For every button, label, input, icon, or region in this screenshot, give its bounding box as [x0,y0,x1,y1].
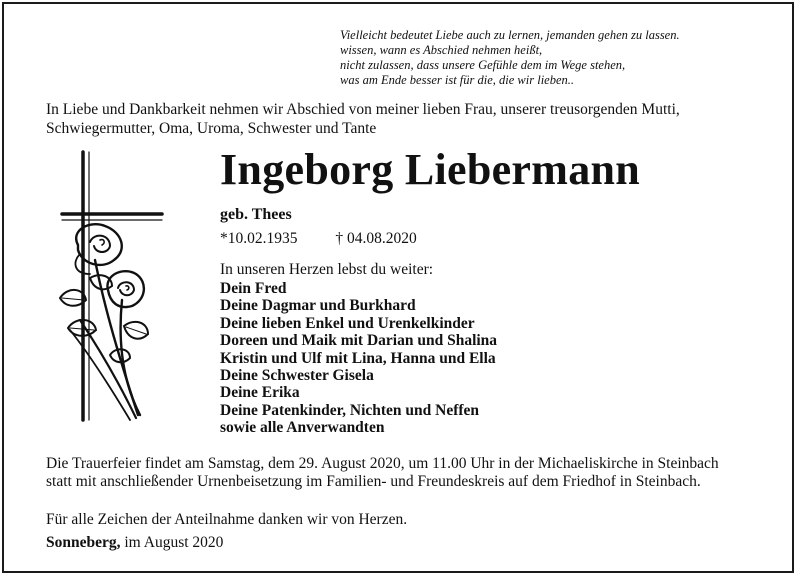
mourners-list [220,280,497,437]
poem-line: Vielleicht bedeutet Liebe auch zu lernen, jemanden gehen zu lassen. [340,28,680,42]
funeral-info: Die Trauerfeier findet am Samstag, dem 29. August 2020, um 11.00 Uhr in der Michaeliskirche in Steinbach statt mit anschließender Urnenbeisetzung im Familien- und Freundeskreis auf dem Friedhof in Steinbach. [46,455,719,490]
mourner-line: Deine Erika [220,384,300,402]
place-city: Sonneberg, [46,534,121,551]
cross-with-roses-icon [50,150,180,435]
intro-text: In Liebe und Dankbarkeit nehmen wir Abschied von meiner lieben Frau, unserer treusorgenden Mutti, Schwiegermutter, Oma, Uroma, Schwester und Tante [46,101,680,137]
poem-line: nicht zulassen, dass unsere Gefühle dem im Wege stehen, [340,58,626,72]
poem-line: wissen, wann es Abschied nehmen heißt, [340,43,543,57]
mourner-line: Deine Schwester Gisela [220,367,374,385]
deceased-name: Ingeborg Liebermann [220,145,641,194]
birth-name: geb. Thees [220,206,292,223]
place-date: im August 2020 [124,534,224,551]
poem-line: was am Ende besser ist für die, die wir lieben.. [340,73,575,87]
mourner-line: sowie alle Anverwandten [220,419,385,437]
mourner-line: Dein Fred [220,280,287,297]
heart-line: In unseren Herzen lebst du weiter: [220,261,434,278]
mourner-line: Deine lieben Enkel und Urenkelkinder [220,314,475,332]
place-date-line [46,534,223,552]
poem [340,28,680,88]
mourner-line: Kristin und Ulf mit Lina, Hanna und Ella [220,349,496,367]
birth-date: *10.02.1935 [220,230,298,247]
mourner-line: Deine Patenkinder, Nichten und Neffen [220,401,480,419]
life-dates [220,229,417,248]
thanks-line: Für alle Zeichen der Anteilnahme danken wir von Herzen. [46,511,408,528]
mourner-line: Doreen und Maik mit Darian und Shalina [220,332,498,350]
death-date: † 04.08.2020 [335,230,417,247]
mourner-line: Deine Dagmar und Burkhard [220,297,416,315]
